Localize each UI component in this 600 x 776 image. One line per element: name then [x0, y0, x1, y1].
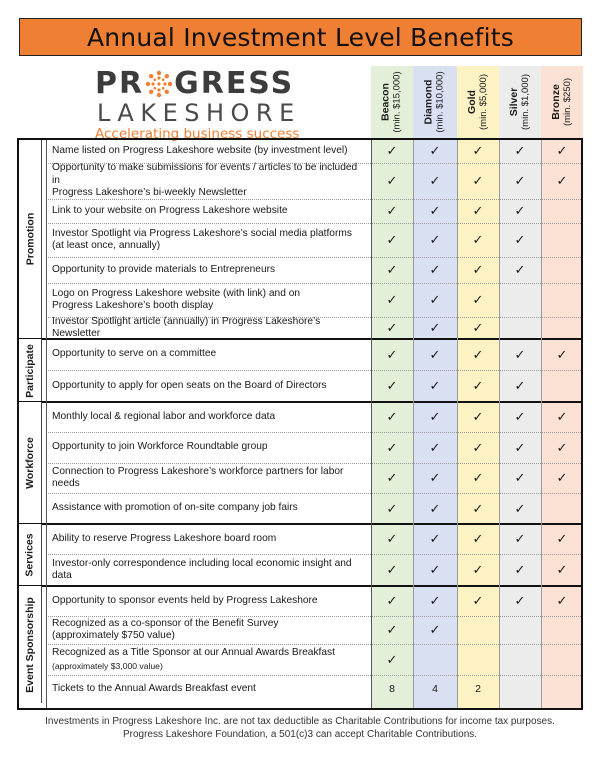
- benefit-text-line: Ability to reserve Progress Lakeshore board room: [52, 532, 277, 544]
- benefit-text-line: Progress Lakeshore’s bi-weekly Newsletter: [52, 187, 247, 199]
- check-icon: ✓: [514, 531, 526, 546]
- check-icon: ✓: [429, 320, 441, 335]
- tier-header-silver: [499, 66, 541, 138]
- check-icon: ✓: [429, 562, 441, 577]
- check-icon: ✓: [472, 173, 484, 188]
- check-icon: ✓: [472, 409, 484, 424]
- tier-minimum: (min. $10,000): [435, 71, 447, 133]
- check-icon: ✓: [386, 203, 398, 218]
- check-icon: ✓: [514, 262, 526, 277]
- footer-line-1: Investments in Progress Lakeshore Inc. are not tax deductible as Charitable Contributions for income tax purposes.: [45, 716, 555, 727]
- check-icon: ✓: [556, 173, 568, 188]
- tier-header-diamond: [413, 66, 457, 138]
- benefit-text-line: Opportunity to join Workforce Roundtable group: [52, 441, 268, 453]
- tier-header-text: [550, 78, 574, 126]
- benefit-value-note: (approximately $3,000 value): [52, 660, 163, 671]
- check-icon: ✓: [514, 593, 526, 608]
- benefit-text-line: Recognized as a co-sponsor of the Benefit Survey: [52, 617, 279, 629]
- benefit-text-line: Name listed on Progress Lakeshore website (by investment level): [52, 144, 348, 156]
- check-icon: ✓: [386, 439, 398, 455]
- section-label: Event Sponsorship: [24, 596, 36, 693]
- check-icon: ✓: [386, 651, 398, 667]
- check-icon: ✓: [514, 562, 526, 577]
- check-icon: ✓: [386, 292, 398, 307]
- check-icon: ✓: [429, 292, 441, 307]
- check-icon: ✓: [514, 409, 526, 424]
- benefit-text-line: Opportunity to sponsor events held by Progress Lakeshore: [52, 594, 318, 606]
- check-icon: ✓: [386, 622, 398, 637]
- check-icon: ✓: [514, 470, 526, 485]
- check-icon: ✓: [472, 320, 484, 335]
- check-icon: ✓: [556, 531, 568, 546]
- check-icon: ✓: [514, 500, 526, 516]
- logo-wordmark-progress: [95, 66, 294, 101]
- check-icon: ✓: [556, 439, 568, 455]
- check-icon: ✓: [429, 378, 441, 393]
- check-icon: ✓: [472, 593, 484, 608]
- check-icon: ✓: [386, 143, 398, 158]
- tier-name: Beacon: [380, 83, 393, 121]
- tier-header-bronze: [541, 66, 583, 138]
- check-icon: ✓: [386, 346, 398, 362]
- ticket-count-cell: 8: [389, 683, 395, 695]
- check-icon: ✓: [472, 439, 484, 455]
- tier-header-text: [508, 74, 532, 130]
- check-icon: ✓: [514, 173, 526, 188]
- check-icon: ✓: [514, 378, 526, 393]
- benefit-text-line: Investor-only correspondence including local economic insight and data: [52, 557, 352, 581]
- check-icon: ✓: [429, 203, 441, 218]
- benefit-text-line: Investor Spotlight via Progress Lakeshore’s social media platforms: [52, 227, 352, 239]
- check-icon: ✓: [386, 409, 398, 424]
- check-icon: ✓: [514, 143, 526, 158]
- check-icon: ✓: [514, 346, 526, 362]
- check-icon: ✓: [472, 470, 484, 485]
- check-icon: ✓: [514, 439, 526, 455]
- check-icon: ✓: [556, 143, 568, 158]
- check-icon: ✓: [386, 232, 398, 247]
- tier-header-gold: [457, 66, 499, 138]
- benefit-text-line: Opportunity to make submissions for events / articles to be included in: [52, 162, 358, 186]
- check-icon: ✓: [556, 409, 568, 424]
- ticket-count-cell: 4: [432, 683, 438, 695]
- check-icon: ✓: [472, 292, 484, 307]
- check-icon: ✓: [429, 470, 441, 485]
- check-icon: ✓: [556, 562, 568, 577]
- check-icon: ✓: [472, 203, 484, 218]
- check-icon: ✓: [472, 262, 484, 277]
- check-icon: ✓: [429, 143, 441, 158]
- check-icon: ✓: [429, 439, 441, 455]
- check-icon: ✓: [472, 143, 484, 158]
- section-label: Participate: [24, 343, 37, 398]
- benefit-text-line: (at least once, annually): [52, 240, 161, 251]
- tier-header-beacon: [371, 66, 413, 138]
- section-label: Promotion: [24, 212, 36, 266]
- tier-minimum: (min. $5,000): [478, 74, 490, 130]
- check-icon: ✓: [386, 378, 398, 393]
- check-icon: ✓: [472, 531, 484, 546]
- check-icon: ✓: [472, 378, 484, 393]
- benefit-text-line: Monthly local & regional labor and workforce data: [52, 410, 276, 422]
- tier-minimum: (min. $250): [562, 77, 573, 127]
- check-icon: ✓: [472, 562, 484, 577]
- logo-progress-part1: PR: [95, 66, 145, 101]
- check-icon: ✓: [556, 593, 568, 608]
- check-icon: ✓: [429, 593, 441, 608]
- check-icon: ✓: [429, 622, 441, 637]
- check-icon: ✓: [386, 562, 398, 577]
- benefit-text-line: Opportunity to serve on a committee: [52, 348, 217, 360]
- table-frame: [17, 138, 583, 710]
- benefit-text-line: Assistance with promotion of on-site company job fairs: [52, 502, 298, 514]
- check-icon: ✓: [556, 346, 568, 362]
- benefit-text-line: Recognized as a Title Sponsor at our Annual Awards Breakfast: [52, 647, 335, 658]
- check-icon: ✓: [429, 232, 441, 247]
- ticket-count-cell: 2: [475, 683, 481, 695]
- check-icon: ✓: [514, 232, 526, 247]
- check-icon: ✓: [514, 203, 526, 218]
- benefit-text-line: Link to your website on Progress Lakeshore website: [52, 204, 288, 216]
- check-icon: ✓: [386, 470, 398, 485]
- check-icon: ✓: [386, 593, 398, 608]
- check-icon: ✓: [472, 346, 484, 362]
- tier-minimum: (min. $1,000): [520, 74, 532, 130]
- logo-wordmark-lakeshore: LAKESHORE: [97, 99, 301, 127]
- logo-progress-part2: GRESS: [174, 66, 295, 101]
- footer-line-2: Progress Lakeshore Foundation, a 501(c)3 can accept Charitable Contributions.: [122, 729, 478, 740]
- logo-tagline: Accelerating business success: [95, 126, 300, 142]
- tier-header-text: [423, 71, 447, 132]
- benefit-text-line: Opportunity to apply for open seats on the Board of Directors: [52, 379, 327, 391]
- benefit-text-line: Opportunity to provide materials to Entrepreneurs: [52, 263, 276, 275]
- benefit-text-line: Logo on Progress Lakeshore website (with link) and on: [52, 287, 301, 299]
- tier-name: Gold: [466, 90, 479, 114]
- check-icon: ✓: [429, 346, 441, 362]
- check-icon: ✓: [429, 531, 441, 546]
- benefit-text-line: Investor Spotlight article (annually) in Progress Lakeshore’s Newsletter: [52, 315, 321, 339]
- benefit-text-line: Progress Lakeshore’s booth display: [52, 300, 214, 311]
- section-label: Workforce: [24, 437, 36, 489]
- benefit-text-line: Tickets to the Annual Awards Breakfast event: [52, 682, 256, 694]
- section-label: Services: [24, 533, 36, 577]
- benefit-text-line: (approximately $750 value): [52, 630, 175, 641]
- check-icon: ✓: [556, 470, 568, 485]
- tier-header-text: [380, 71, 404, 132]
- page-title: Annual Investment Level Benefits: [19, 18, 582, 56]
- tier-name: Bronze: [550, 84, 562, 120]
- check-icon: ✓: [386, 500, 398, 516]
- tier-name: Silver: [508, 87, 521, 117]
- footer-note: [0, 715, 600, 741]
- check-icon: ✓: [386, 531, 398, 546]
- tier-name: Diamond: [423, 79, 436, 125]
- progress-lakeshore-logo: [95, 66, 355, 142]
- check-icon: ✓: [386, 173, 398, 188]
- check-icon: ✓: [472, 232, 484, 247]
- logo-sunburst-icon: [145, 70, 173, 98]
- check-icon: ✓: [429, 409, 441, 424]
- tier-header-text: [466, 74, 490, 130]
- check-icon: ✓: [472, 500, 484, 516]
- check-icon: ✓: [386, 262, 398, 277]
- check-icon: ✓: [429, 262, 441, 277]
- check-icon: ✓: [386, 320, 398, 335]
- benefit-text-line: Connection to Progress Lakeshore’s workforce partners for labor needs: [52, 465, 344, 489]
- check-icon: ✓: [429, 500, 441, 516]
- check-icon: ✓: [429, 173, 441, 188]
- tier-minimum: (min. $15,000): [392, 71, 404, 133]
